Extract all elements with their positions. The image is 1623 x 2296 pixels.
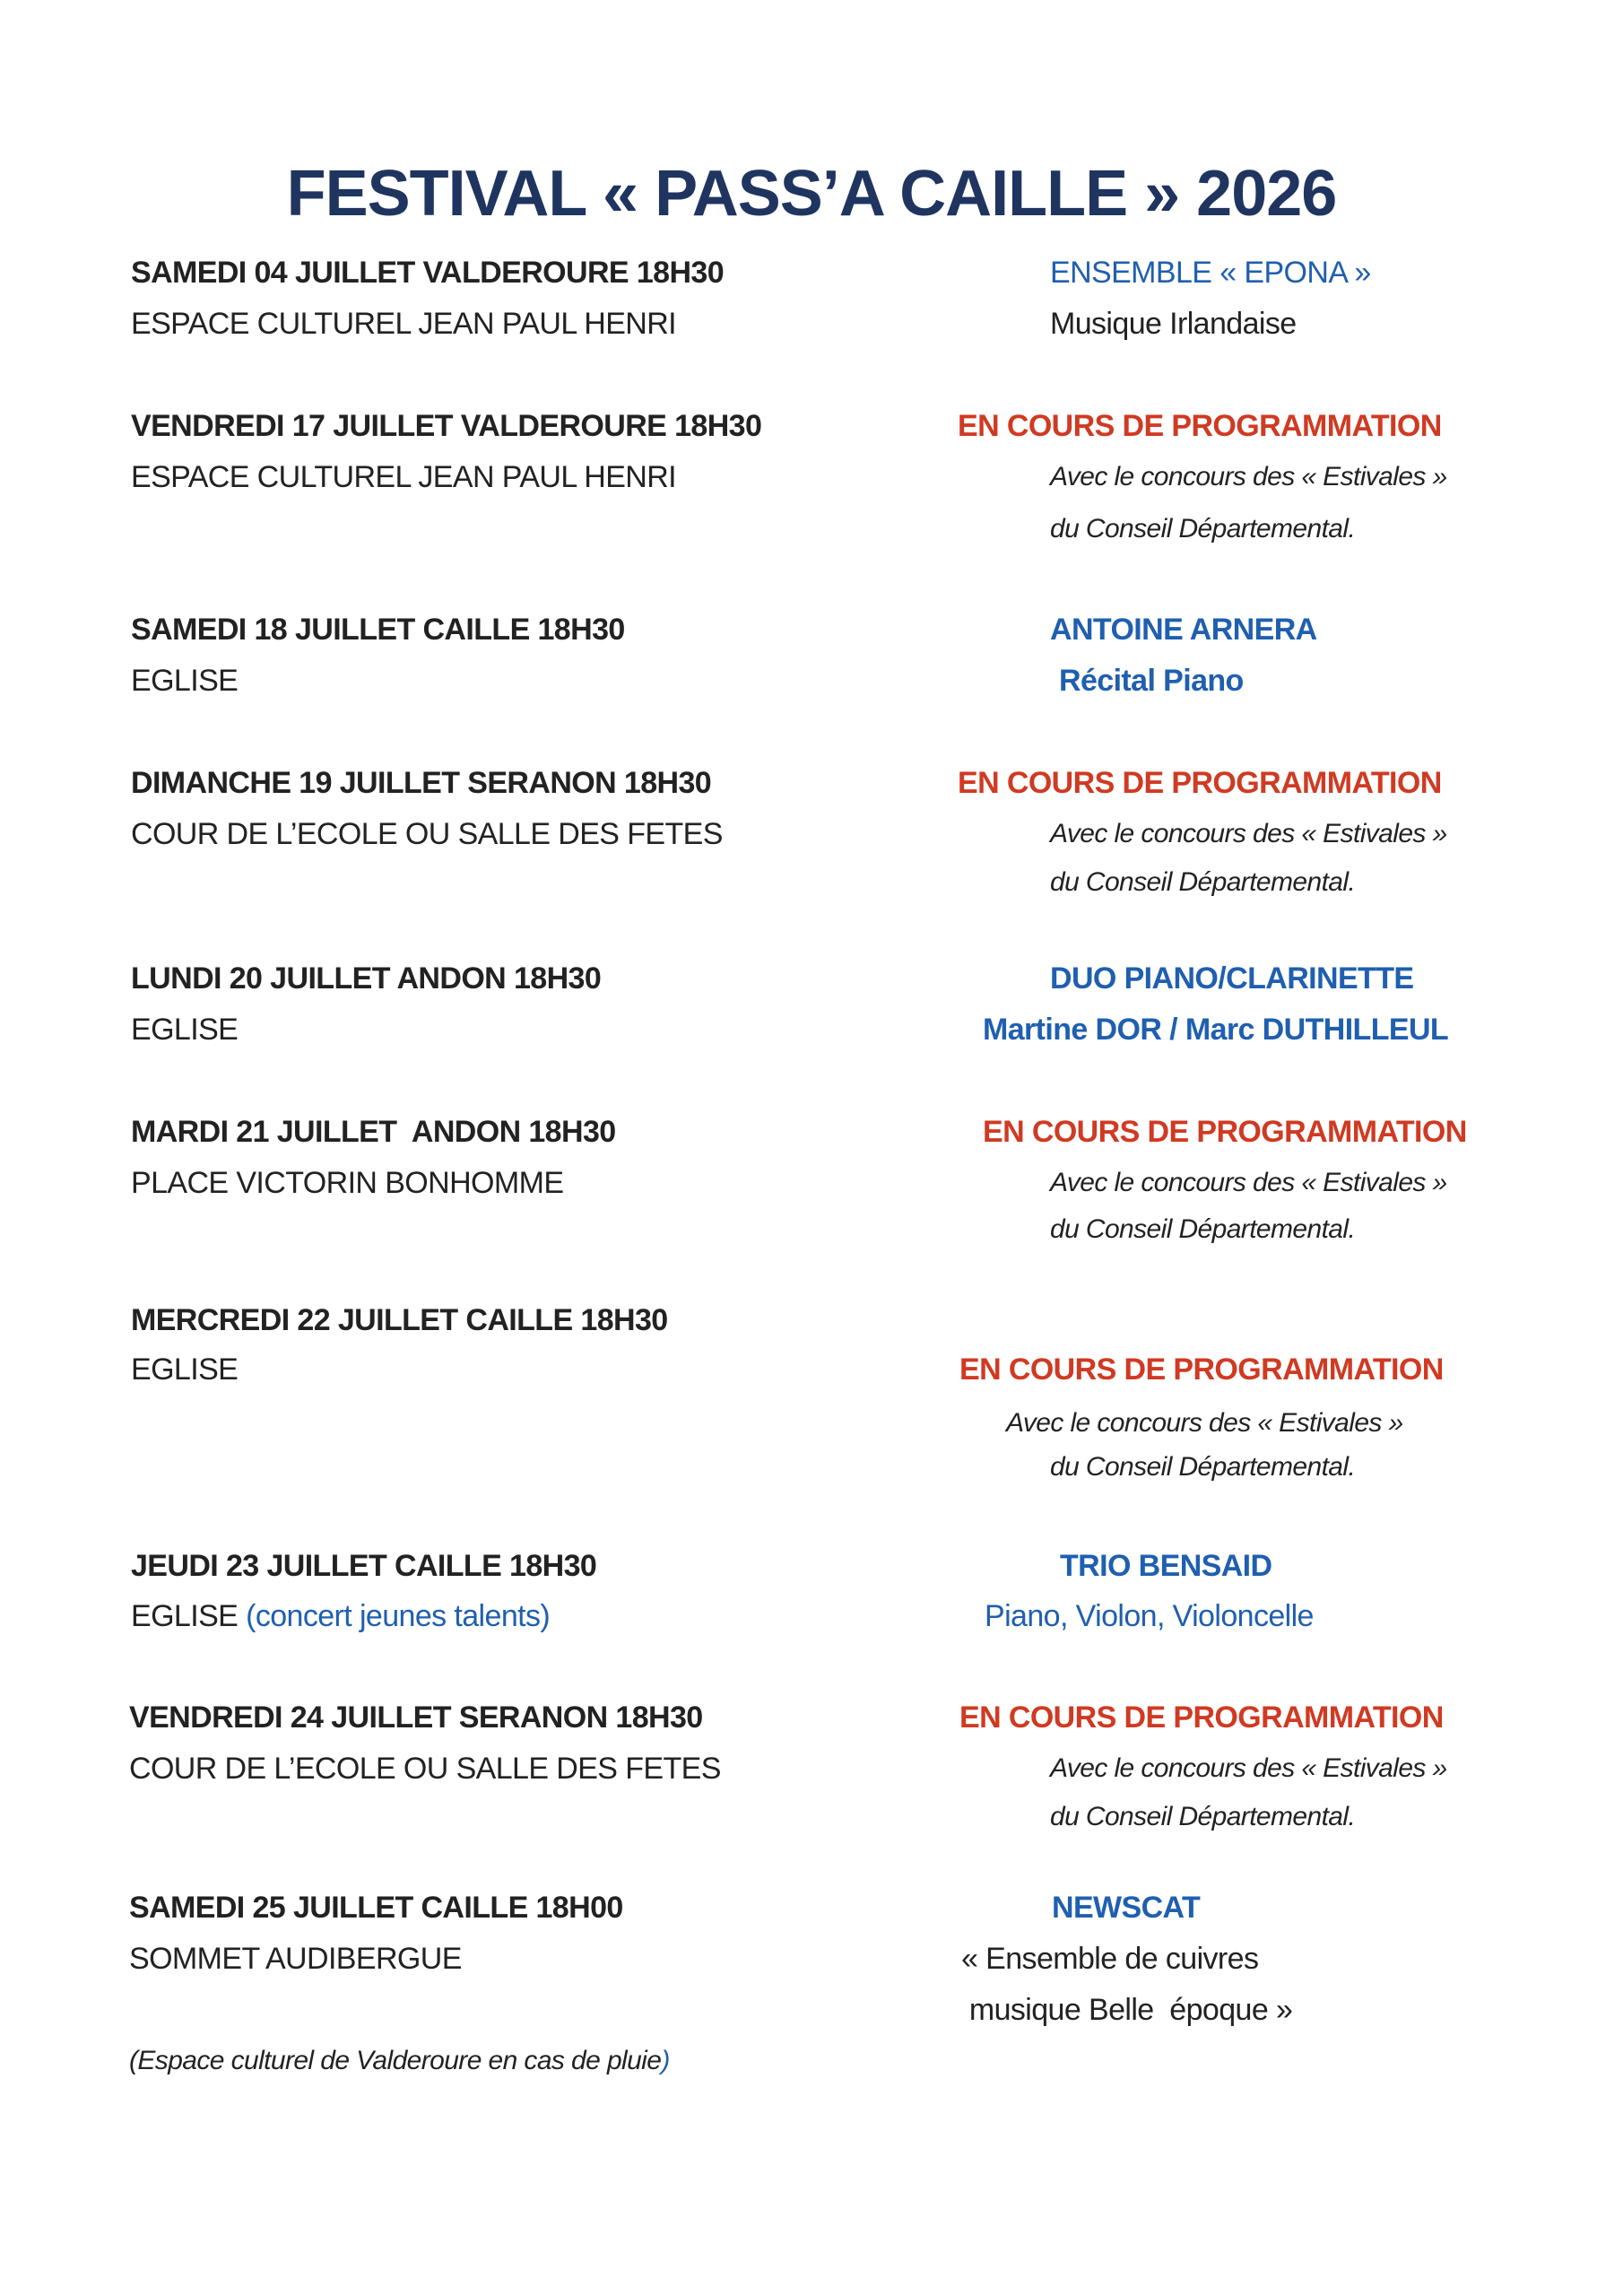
event-detail: Avec le concours des « Estivales » [1050, 1753, 1447, 1783]
event-detail: Martine DOR / Marc DUTHILLEUL [983, 1013, 1449, 1047]
event-date: MARDI 21 JUILLET ANDON 18H30 [131, 1115, 616, 1149]
event-detail: Avec le concours des « Estivales » [1006, 1408, 1403, 1438]
event-detail: Récital Piano [1059, 664, 1244, 698]
event-venue: SOMMET AUDIBERGUE [129, 1942, 462, 1976]
event-venue: ESPACE CULTUREL JEAN PAUL HENRI [131, 307, 677, 341]
event-detail: musique Belle époque » [961, 1993, 1293, 2027]
event-detail: Musique Irlandaise [1050, 307, 1297, 341]
event-performer: DUO PIANO/CLARINETTE [1050, 961, 1414, 996]
event-venue: EGLISE [131, 664, 239, 698]
event-venue: EGLISE [131, 1352, 239, 1387]
event-performer: ENSEMBLE « EPONA » [1050, 256, 1371, 290]
event-venue: COUR DE L’ECOLE OU SALLE DES FETES [131, 817, 723, 851]
event-date: LUNDI 20 JUILLET ANDON 18H30 [131, 961, 602, 996]
event-performer: EN COURS DE PROGRAMMATION [983, 1115, 1467, 1149]
event-detail: du Conseil Départemental. [1050, 1802, 1356, 1831]
rain-note-end: ) [661, 2046, 670, 2075]
event-detail: Avec le concours des « Estivales » [1050, 462, 1447, 491]
event-date: MERCREDI 22 JUILLET CAILLE 18H30 [131, 1303, 668, 1337]
event-performer: EN COURS DE PROGRAMMATION [959, 1352, 1444, 1387]
event-date: DIMANCHE 19 JUILLET SERANON 18H30 [131, 766, 712, 800]
venue-name: EGLISE [131, 1599, 247, 1633]
event-performer: TRIO BENSAID [1060, 1549, 1272, 1583]
event-performer: ANTOINE ARNERA [1050, 613, 1317, 647]
event-date: JEUDI 23 JUILLET CAILLE 18H30 [131, 1549, 597, 1583]
rain-note-text: (Espace culturel de Valderoure en cas de pluie [129, 2046, 662, 2075]
event-date: VENDREDI 24 JUILLET SERANON 18H30 [129, 1700, 703, 1735]
event-performer: EN COURS DE PROGRAMMATION [959, 1700, 1444, 1735]
rain-note [129, 2041, 670, 2081]
page-title: FESTIVAL « PASS’A CAILLE » 2026 [286, 158, 1337, 230]
event-performer: EN COURS DE PROGRAMMATION [958, 766, 1442, 800]
event-detail: Piano, Violon, Violoncelle [985, 1599, 1314, 1633]
event-performer: EN COURS DE PROGRAMMATION [958, 409, 1442, 443]
event-date: SAMEDI 18 JUILLET CAILLE 18H30 [131, 613, 625, 647]
event-detail: du Conseil Départemental. [1050, 514, 1356, 544]
event-date: SAMEDI 25 JUILLET CAILLE 18H00 [129, 1891, 623, 1925]
event-detail: « Ensemble de cuivres [961, 1942, 1259, 1976]
event-detail: du Conseil Départemental. [1050, 1214, 1356, 1244]
event-detail: du Conseil Départemental. [1050, 867, 1356, 897]
event-venue: ESPACE CULTUREL JEAN PAUL HENRI [131, 460, 677, 494]
event-detail: du Conseil Départemental. [1050, 1452, 1356, 1482]
event-date: VENDREDI 17 JUILLET VALDEROURE 18H30 [131, 409, 762, 443]
event-date: SAMEDI 04 JUILLET VALDEROURE 18H30 [131, 256, 725, 290]
event-performer: NEWSCAT [1052, 1891, 1201, 1925]
event-venue: PLACE VICTORIN BONHOMME [131, 1166, 564, 1200]
venue-note: (concert jeunes talents) [246, 1599, 551, 1633]
event-detail: Avec le concours des « Estivales » [1050, 819, 1447, 848]
event-venue [131, 1596, 550, 1636]
event-venue: COUR DE L’ECOLE OU SALLE DES FETES [129, 1752, 721, 1786]
event-venue: EGLISE [131, 1013, 239, 1047]
event-detail: Avec le concours des « Estivales » [1050, 1168, 1447, 1197]
